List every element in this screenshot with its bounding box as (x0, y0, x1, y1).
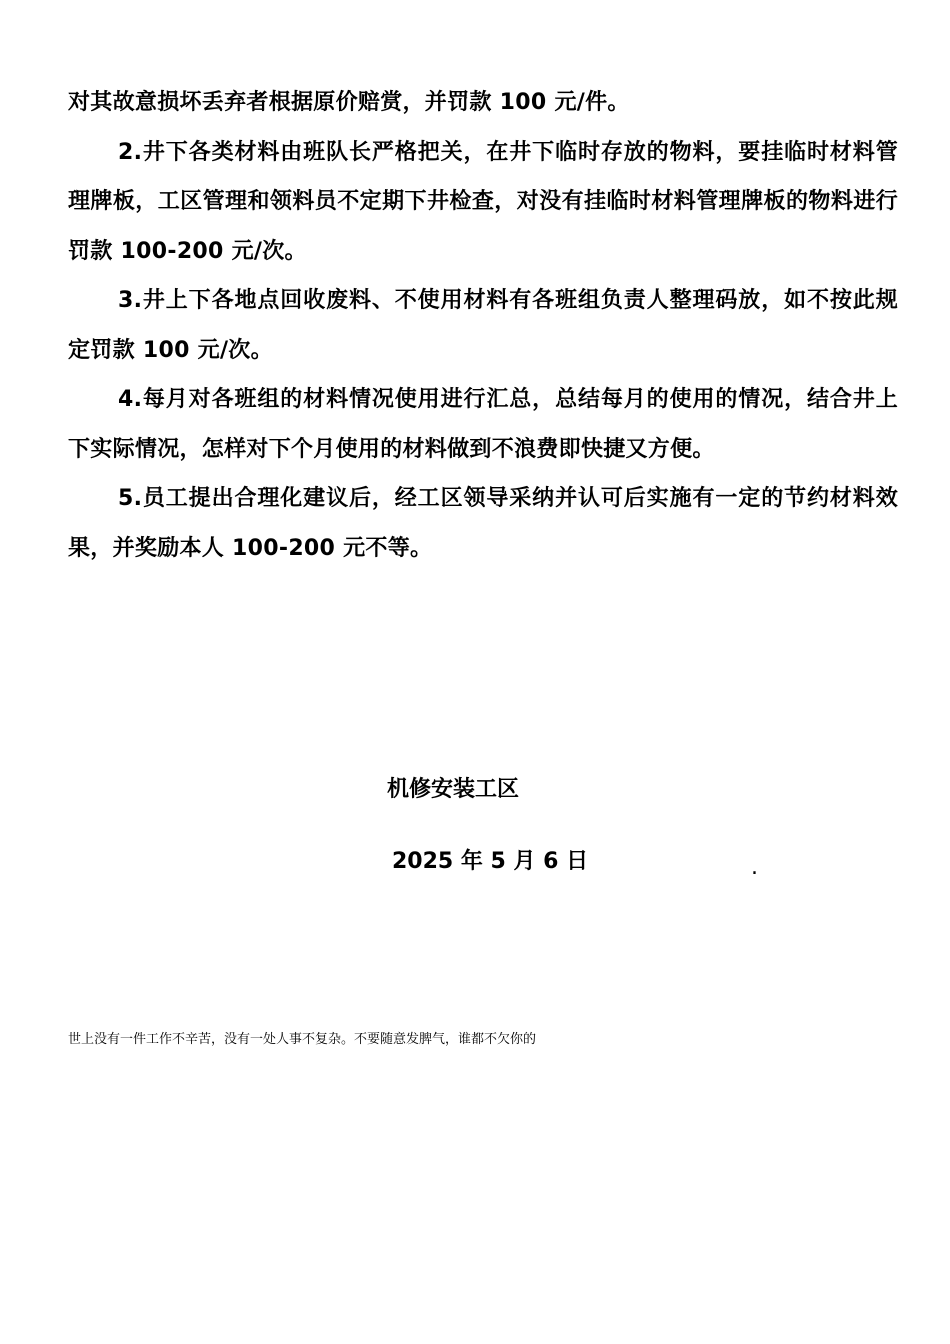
paragraph-continuation: 对其故意损坏丢弃者根据原价赔赏，并罚款 100 元/件。 (68, 90, 630, 115)
paragraph-item-2: 2.井下各类材料由班队长严格把关，在井下临时存放的物料，要挂临时材料管理牌板，工区管理和领料员不定期下井检查，对没有挂临时材料管理牌板的物料进行罚款 100-200 元/次。 (68, 139, 898, 264)
signature-department: 机修安装工区 (387, 777, 520, 802)
signature-date: 2025 年 5 月 6 日 (392, 849, 589, 874)
document-body (68, 78, 898, 573)
paragraph-item-5: 5.员工提出合理化建议后，经工区领导采纳并认可后实施有一定的节约材料效果，并奖励本人 100-200 元不等。 (68, 486, 898, 561)
paragraph-item-4: 4.每月对各班组的材料情况使用进行汇总，总结每月的使用的情况，结合井上下实际情况，怎样对下个月使用的材料做到不浪费即快捷又方便。 (68, 387, 898, 462)
trailing-mark: . (751, 855, 758, 880)
paragraph-item-3: 3.井上下各地点回收废料、不使用材料有各班组负责人整理码放，如不按此规定罚款 100 元/次。 (68, 288, 898, 363)
footer-note: 世上没有一件工作不辛苦，没有一处人事不复杂。不要随意发脾气，谁都不欠你的 (68, 1032, 537, 1047)
